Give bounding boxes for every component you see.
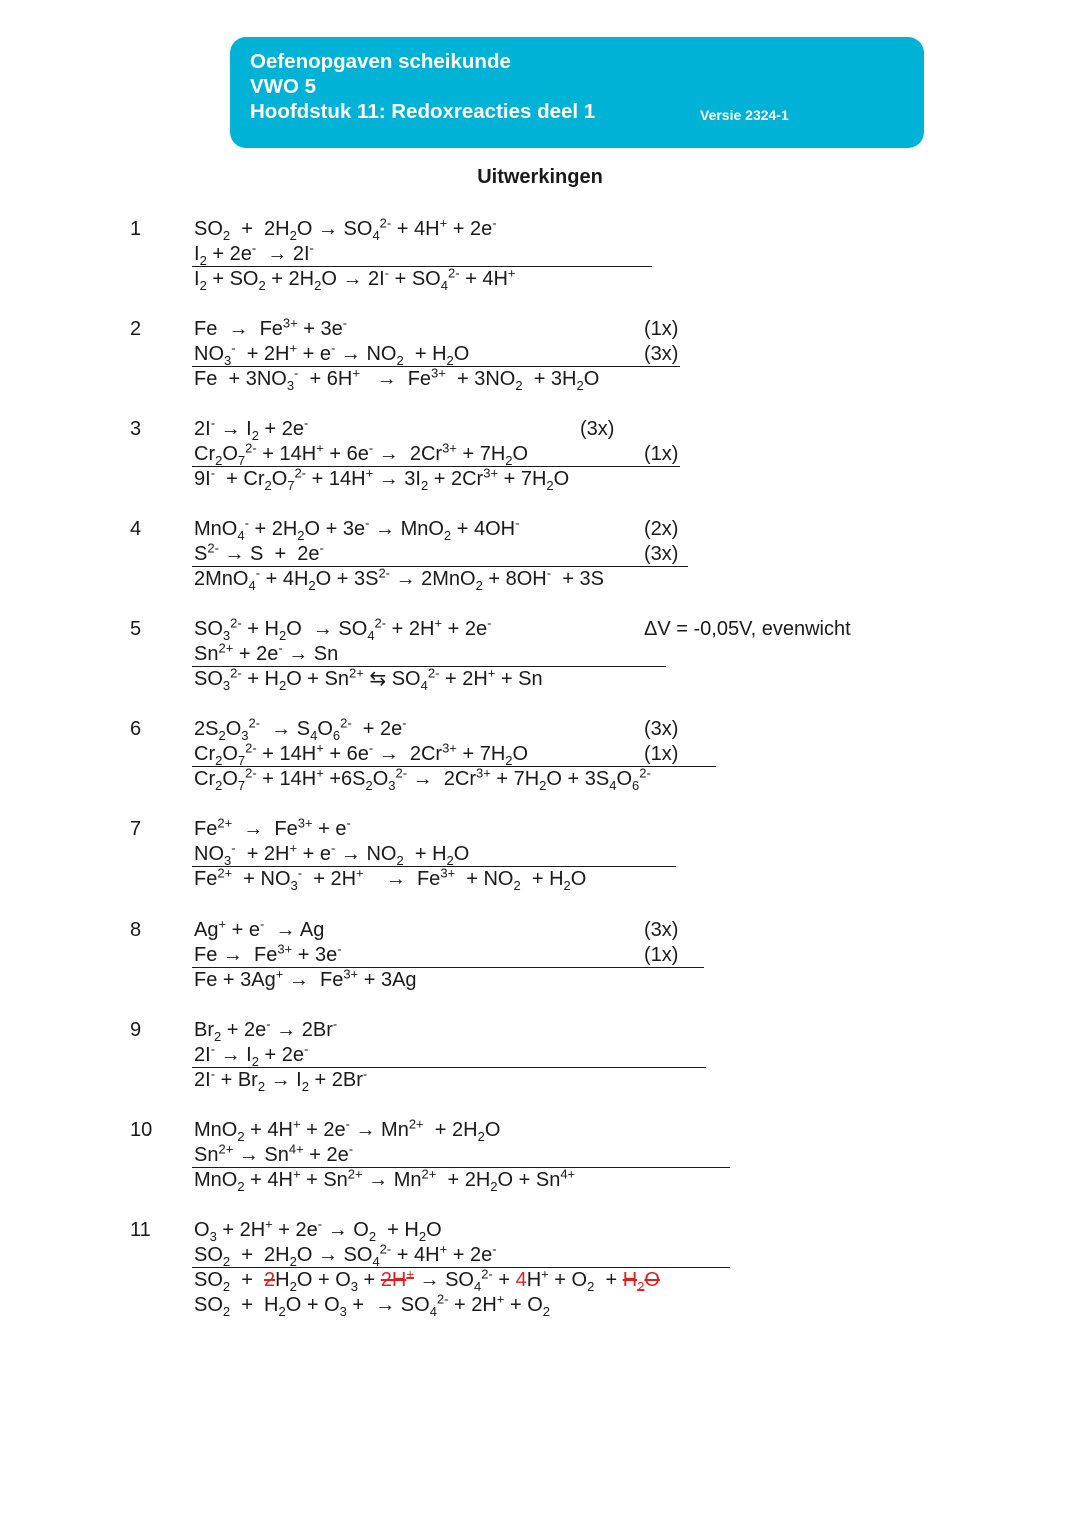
equation-line: $SO_2 + 2H_2O \to SO_4^{2-} + 4H^+ + 2e^-$	[194, 1241, 497, 1269]
equation-line: $2I^- \to I_2 + 2e^-$	[194, 415, 309, 443]
equation-result: $SO_2 + 2H_2O + O_3 + 2H^+ \to SO_4^{2-} + 4H^+ + O_2 + H_2O$	[194, 1266, 660, 1294]
equation-line: $Br_2 + 2e^- \to 2Br^-$	[194, 1016, 338, 1044]
equation-result: $Fe + 3Ag^+ \to Fe^{3+} + 3Ag$	[194, 966, 417, 991]
page-subtitle: Uitwerkingen	[477, 166, 603, 188]
problem-number: 7	[130, 818, 142, 840]
equation-line: $MnO_2 + 4H^+ + 2e^- \to Mn^{2+} + 2H_2O$	[194, 1116, 501, 1144]
equation-result: $MnO_2 + 4H^+ + Sn^{2+} \to Mn^{2+} + 2H_2O + Sn^{4+}$	[194, 1166, 576, 1194]
equation-result: $Cr_2O_7^{2-} + 14H^+ +6S_2O_3^{2-} \to 2Cr^{3+} + 7H_2O + 3S_4O_6^{2-}$	[194, 765, 651, 793]
equation-result: $SO_3^{2-} + H_2O + Sn^{2+}$ ⇆ $SO_4^{2-} + 2H^+ + Sn$	[194, 665, 543, 693]
equation-line: $Fe \to Fe^{3+} + 3e^-$	[194, 315, 348, 340]
equation-line: $2S_2O_3^{2-} \to S_4O_6^{2-} + 2e^-$	[194, 715, 407, 743]
multiplier: (3x)	[644, 543, 679, 565]
equation-line: $S^{2-} \to S + 2e^-$	[194, 540, 324, 565]
header-title-2: VWO 5	[250, 75, 317, 98]
header-banner	[230, 37, 924, 148]
equation-line: $NO_3^- + 2H^+ + e^- \to NO_2 + H_2O$	[194, 340, 470, 368]
multiplier: (3x)	[644, 718, 679, 740]
equation-line: $Fe^{2+} \to Fe^{3+} + e^-$	[194, 815, 351, 840]
problem-number: 4	[130, 518, 142, 540]
problem-number: 6	[130, 718, 142, 740]
equation-line: $SO_2 + 2H_2O \to SO_4^{2-} + 4H^+ + 2e^-$	[194, 215, 497, 243]
problem-number: 11	[130, 1219, 151, 1241]
header-title-3: Hoofdstuk 11: Redoxreacties deel 1	[250, 100, 596, 123]
equation-result: $I_2 + SO_2 + 2H_2O \to 2I^- + SO_4^{2-} + 4H^+$	[194, 265, 516, 293]
equation-line: $O_3 + 2H^+ + 2e^- \to O_2 + H_2O$	[194, 1216, 442, 1244]
problem-number: 9	[130, 1019, 142, 1041]
multiplier: (3x)	[580, 418, 615, 440]
multiplier: (1x)	[644, 318, 679, 340]
multiplier: (3x)	[644, 919, 679, 941]
equation-result: $Fe^{2+} + NO_3^- + 2H^+$ → $Fe^{3+} + NO_2 + H_2O$	[194, 865, 587, 893]
problem-number: 10	[130, 1119, 153, 1141]
equation-simplified: $SO_2 + H_2O + O_3$ + → $SO_4^{2-} + 2H^+ + O_2$	[194, 1291, 551, 1319]
equation-line: $Sn^{2+} + 2e^- \to Sn$	[194, 640, 339, 665]
multiplier: (3x)	[644, 343, 679, 365]
multiplier: (2x)	[644, 518, 679, 540]
problem-number: 1	[130, 218, 142, 240]
potential-note: ΔV = -0,05V, evenwicht	[644, 618, 851, 640]
problem-number: 8	[130, 919, 142, 941]
equation-line: $Fe \to Fe^{3+} + 3e^-$	[194, 941, 342, 966]
multiplier: (1x)	[644, 743, 679, 765]
equation-line: Ag+ + e- → Ag	[194, 916, 325, 941]
equation-line: $I_2 + 2e^- \to 2I^-$	[194, 240, 314, 268]
equation-line: $NO_3^- + 2H^+ + e^- \to NO_2 + H_2O$	[194, 840, 470, 868]
problem-number: 2	[130, 318, 142, 340]
equation-line: $Cr_2O_7^{2-} + 14H^+ + 6e^- \to 2Cr^{3+} + 7H_2O$	[194, 440, 529, 468]
equation-line: $SO_3^{2-} + H_2O \to SO_4^{2-} + 2H^+ + 2e^-$	[194, 615, 492, 643]
multiplier: (1x)	[644, 443, 679, 465]
equation-result: $2I^- + Br_2 \to I_2 + 2Br^-$	[194, 1066, 368, 1094]
equation-line: $Sn^{2+} \to Sn^{4+} + 2e^-$	[194, 1141, 354, 1166]
header-title-1: Oefenopgaven scheikunde	[250, 50, 511, 73]
equation-result: $2MnO_4^- + 4H_2O + 3S^{2-} \to 2MnO_2 + 8OH^- + 3S$	[194, 565, 604, 593]
version-label: Versie 2324-1	[700, 107, 789, 123]
equation-line: $MnO_4^- + 2H_2O + 3e^- \to MnO_2 + 4OH^-$	[194, 515, 520, 543]
equation-result: $Fe + 3NO_3^- + 6H^+ \to Fe^{3+} + 3NO_2 + 3H_2O$	[194, 365, 600, 393]
equation-result: $9I^- + Cr_2O_7^{2-} + 14H^+ \to 3I_2 + 2Cr^{3+} + 7H_2O$	[194, 465, 570, 493]
multiplier: (1x)	[644, 944, 679, 966]
problem-number: 5	[130, 618, 142, 640]
equation-line: $Cr_2O_7^{2-} + 14H^+ + 6e^- \to 2Cr^{3+} + 7H_2O$	[194, 740, 529, 768]
problem-number: 3	[130, 418, 142, 440]
equation-line: $2I^- \to I_2 + 2e^-$	[194, 1041, 309, 1069]
